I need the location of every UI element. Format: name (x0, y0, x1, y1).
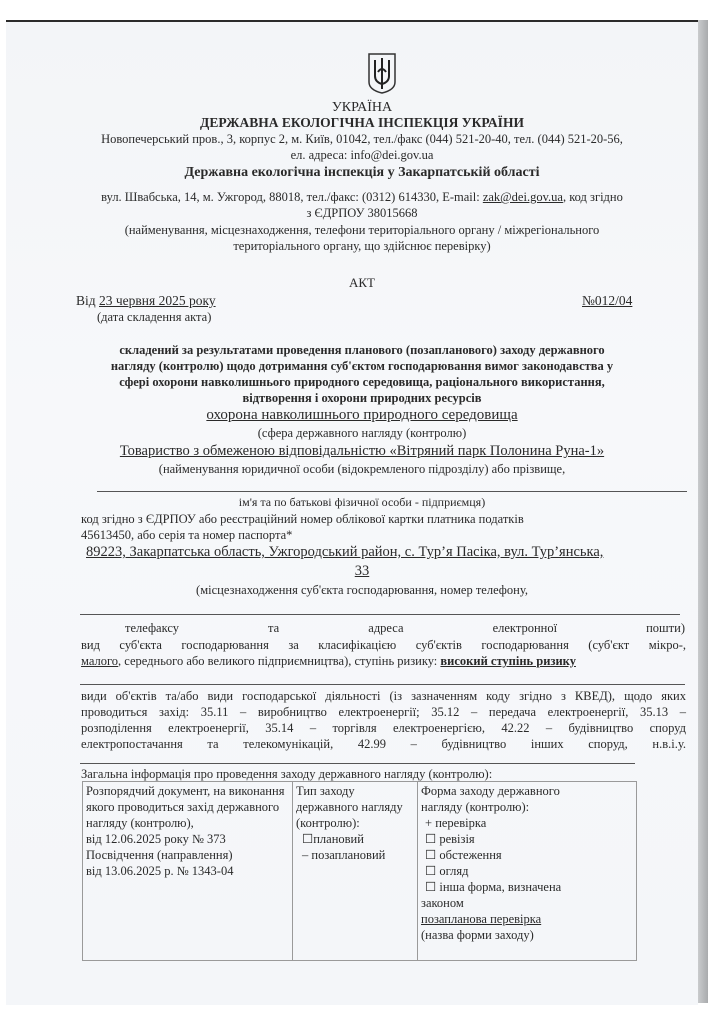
option-label: обстеження (439, 848, 502, 862)
form-name-caption: (назва форми заходу) (421, 928, 534, 942)
activities-line-3: розподілення електроенергії, 35.14 – торгівля електроенергією, 42.22 – будівництво споруд (81, 721, 686, 735)
checkbox-icon: ☐ (425, 864, 437, 878)
activities-blank-line (80, 763, 635, 764)
order-line: нагляду (контролю), (86, 816, 194, 830)
dash-mark-icon: – (302, 848, 309, 862)
checkbox-icon: ☐ (302, 832, 314, 846)
type-header: державного нагляду (296, 800, 403, 814)
activities-line-4: електропостачання та телекомунікацій, 42.99 – будівництво інших споруд, н.в.і.у. (81, 737, 686, 751)
checkbox-icon: ☐ (425, 880, 437, 894)
classification-line-2 (81, 653, 686, 669)
size-class-value: малого (81, 654, 119, 668)
entity-address-line-2: 33 (354, 563, 370, 579)
caption-word: та (268, 621, 280, 635)
option-label: ревізія (439, 832, 475, 846)
form-option-survey[interactable] (421, 847, 633, 863)
sphere-caption: (сфера державного нагляду (контролю) (257, 426, 467, 440)
classification-blank-line (80, 684, 685, 685)
form-option-inspection[interactable] (421, 815, 633, 831)
option-label: плановий (313, 832, 364, 846)
intro-line-4: відтворення і охорони природних ресурсів (242, 391, 482, 405)
intro-line-3: сфері охорони навколишнього природного середовища, раціонального використання, (119, 375, 605, 389)
act-number: №012/04 (582, 293, 633, 308)
classification-line-1: вид суб'єкта господарювання за класифікацією суб'єктів господарювання (суб'єкт мікро-, (81, 638, 686, 652)
order-line: якого проводиться захід державного (86, 800, 280, 814)
act-date-caption: (дата складення акта) (97, 310, 212, 324)
type-option-planned[interactable] (296, 831, 414, 847)
form-option-other[interactable] (421, 879, 633, 895)
form-name-value: позапланова перевірка (421, 912, 542, 926)
act-title: АКТ (349, 275, 375, 290)
form-option-audit[interactable] (421, 831, 633, 847)
agency-email: ел. адреса: info@dei.gov.ua (290, 148, 434, 162)
regional-address-text: вул. Швабська, 14, м. Ужгород, 88018, тел./факс: (0312) 614330, E-mail: (101, 190, 483, 204)
entity-blank-line (97, 491, 687, 492)
entity-code-line-2: 45613450, або серія та номер паспорта* (81, 528, 293, 542)
inspection-type-cell (293, 782, 418, 961)
act-date-value: 23 червня 2025 року (99, 293, 216, 308)
intro-line-1: складений за результатами проведення планового (позапланового) заходу державного (119, 343, 605, 357)
order-document-cell (83, 782, 293, 961)
regional-address-suffix: , код згідно (562, 190, 623, 204)
caption-word: адреса (368, 621, 404, 635)
caption-word: електронної (492, 621, 558, 635)
type-header: (контролю): (296, 816, 360, 830)
general-info-table (82, 781, 637, 961)
activities-line-2: проводиться захід: 35.11 – виробництво електроенергії; 35.12 – передача електроенергії, 35.13 – (81, 705, 686, 719)
caption-word: телефаксу (125, 621, 179, 635)
country-title: УКРАЇНА (331, 100, 393, 115)
order-number: від 12.06.2025 року № 373 (86, 832, 226, 846)
form-option-review[interactable] (421, 863, 633, 879)
option-label: інша форма, визначена (439, 880, 562, 894)
act-date (76, 293, 216, 309)
classification-text: , середнього або великого підприємництва), ступінь ризику: (118, 654, 441, 668)
entity-caption-1: (найменування юридичної особи (відокремленого підрозділу) або прізвище, (158, 462, 566, 476)
activities-line-1: види об'єктів та/або види господарської діяльності (із зазначенням коду згідно з КВЕД), щодо яких (81, 689, 686, 703)
inspection-form-cell (418, 782, 637, 961)
intro-line-2: нагляду (контролю) щодо дотримання суб'єктом господарювання вимог законодавства у (110, 359, 614, 373)
checkbox-icon: ☐ (425, 832, 437, 846)
form-header: нагляду (контролю): (421, 800, 530, 814)
general-info-title: Загальна інформація про проведення заходу державного нагляду (контролю): (81, 767, 493, 781)
caption-word: пошти) (646, 621, 685, 635)
regional-caption-2: територіального органу, що здійснює перевірку) (233, 239, 491, 253)
regional-caption-1: (найменування, місцезнаходження, телефони територіального органу / міжрегіонального (124, 223, 600, 237)
checkbox-icon: ☐ (425, 848, 437, 862)
entity-address-line-1: 89223, Закарпатська область, Ужгородський район, с. Тур’я Пасіка, вул. Тур’янська, (86, 544, 604, 560)
entity-caption-2: ім'я та по батькові фізичної особи - підприємця) (238, 495, 486, 509)
form-header: Форма заходу державного (421, 784, 560, 798)
regional-email-link[interactable]: zak@dei.gov.ua (482, 190, 563, 204)
regional-edrpou: з ЄДРПОУ 38015668 (306, 206, 418, 220)
order-line: Розпорядчий документ, на виконання (86, 784, 285, 798)
entity-address-caption-2 (125, 620, 685, 636)
entity-name: Товариство з обмеженою відповідальністю «Вітряний парк Полонина Руна-1» (119, 443, 605, 459)
regional-office-title: Державна екологічна інспекція у Закарпатській області (184, 165, 540, 180)
option-label: перевірка (435, 816, 487, 830)
entity-address-caption-1: (місцезнаходження суб'єкта господарювання, номер телефону, (196, 583, 528, 597)
agency-address: Новопечерський пров., 3, корпус 2, м. Київ, 01042, тел./факс (044) 521-20-40, тел. (044) 521-20-56, (101, 132, 623, 146)
type-header: Тип заходу (296, 784, 355, 798)
act-date-prefix: Від (76, 293, 99, 308)
plus-mark-icon: + (425, 816, 433, 830)
address-blank-line (80, 614, 680, 615)
form-option-continuation: законом (421, 896, 464, 910)
certificate-number: від 13.06.2025 р. № 1343-04 (86, 864, 234, 878)
trident-icon (367, 52, 397, 94)
regional-address (0, 189, 724, 205)
agency-title: ДЕРЖАВНА ЕКОЛОГІЧНА ІНСПЕКЦІЯ УКРАЇНИ (200, 115, 524, 130)
order-line: Посвідчення (направлення) (86, 848, 233, 862)
type-option-unplanned[interactable] (296, 847, 414, 863)
sphere-value: охорона навколишнього природного середовища (206, 407, 518, 423)
option-label: позаплановий (311, 848, 386, 862)
entity-code-line-1: код згідно з ЄДРПОУ або реєстраційний номер облікової картки платника податків (81, 512, 524, 526)
risk-level-value: високий ступінь ризику (440, 654, 576, 668)
option-label: огляд (439, 864, 469, 878)
